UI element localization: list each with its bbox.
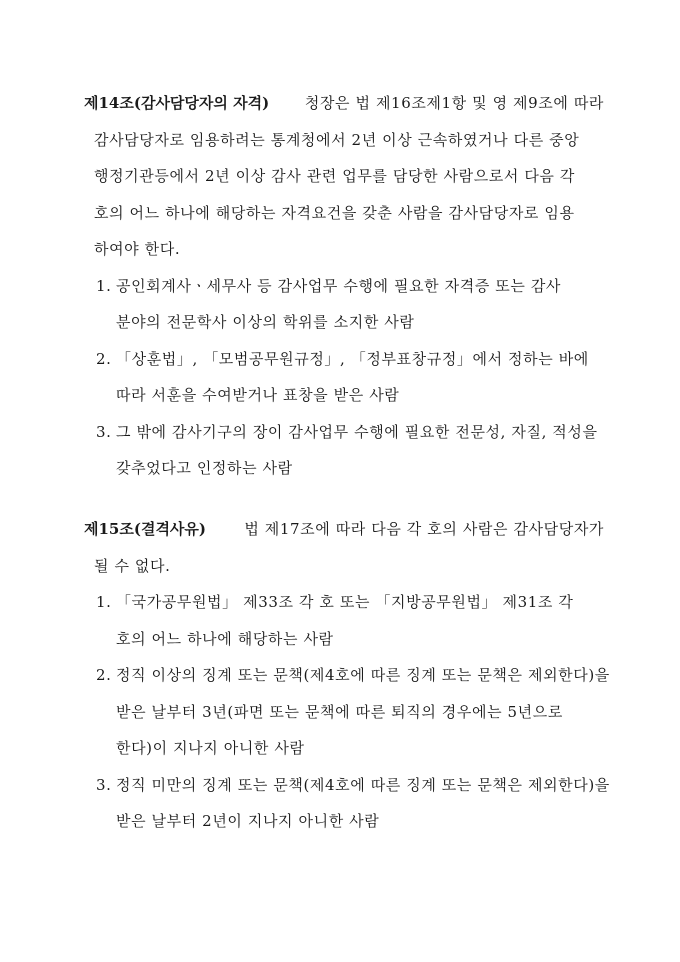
article-14	[84, 88, 604, 490]
article-15-item-2	[84, 660, 610, 697]
article-15-first-line	[84, 514, 604, 551]
item-number: 2.	[96, 666, 112, 684]
article-15-body-line: 될 수 없다.	[94, 556, 171, 575]
article-14-body-line: 하여야 한다.	[94, 240, 181, 258]
item-number: 3.	[96, 775, 112, 794]
item-text: 공인회계사ㆍ세무사 등 감사업무 수행에 필요한 자격증 또는 감사	[116, 276, 562, 295]
item-text-continued: 호의 어느 하나에 해당하는 사람	[116, 629, 334, 648]
item-text-continued: 받은 날부터 3년(파면 또는 문책에 따른 퇴직의 경우에는 5년으로	[116, 702, 563, 721]
article-15	[84, 514, 610, 843]
item-text-continued: 따라 서훈을 수여받거나 표창을 받은 사람	[116, 386, 400, 404]
article-15-heading: 제15조(결격사유)	[84, 520, 207, 538]
item-text: 정직 이상의 징계 또는 문책(제4호에 따른 징계 또는 문책은 제외한다)을	[116, 666, 610, 684]
item-number: 2.	[96, 349, 112, 368]
article-14-body-line: 감사담당자로 임용하려는 통계청에서 2년 이상 근속하였거나 다른 중앙	[94, 130, 580, 149]
article-14-item-3	[84, 417, 604, 454]
article-15-item-1	[84, 587, 604, 624]
item-text: 정직 미만의 징계 또는 문책(제4호에 따른 징계 또는 문책은 제외한다)을	[116, 775, 610, 794]
article-14-item-2	[84, 344, 604, 381]
item-text-continued: 분야의 전문학사 이상의 학위를 소지한 사람	[116, 313, 415, 331]
article-14-item-1	[84, 271, 604, 308]
item-text-continued: 받은 날부터 2년이 지나지 아니한 사람	[116, 812, 380, 830]
article-15-item-3	[84, 770, 610, 807]
item-number: 3.	[96, 422, 112, 441]
article-14-body-line: 호의 어느 하나에 해당하는 자격요건을 갖춘 사람을 감사담당자로 임용	[94, 203, 575, 222]
item-text-continued: 한다)이 지나지 아니한 사람	[116, 739, 305, 757]
item-number: 1.	[96, 276, 112, 295]
item-text: 그 밖에 감사기구의 장이 감사업무 수행에 필요한 전문성, 자질, 적성을	[116, 422, 598, 441]
item-text: 「국가공무원법」 제33조 각 호 또는 「지방공무원법」 제31조 각	[116, 593, 574, 611]
article-14-body-line: 청장은 법 제16조제1항 및 영 제9조에 따라	[304, 94, 604, 112]
article-14-heading: 제14조(감사담당자의 자격)	[84, 94, 270, 112]
item-text: 「상훈법」, 「모범공무원규정」, 「정부표창규정」에서 정하는 바에	[116, 349, 589, 368]
item-text-continued: 갖추었다고 인정하는 사람	[116, 459, 293, 477]
article-14-body-line: 행정기관등에서 2년 이상 감사 관련 업무를 담당한 사람으로서 다음 각	[94, 167, 575, 185]
article-15-body-line: 법 제17조에 따라 다음 각 호의 사람은 감사담당자가	[244, 520, 604, 538]
article-14-first-line	[84, 88, 604, 125]
item-number: 1.	[96, 593, 112, 611]
